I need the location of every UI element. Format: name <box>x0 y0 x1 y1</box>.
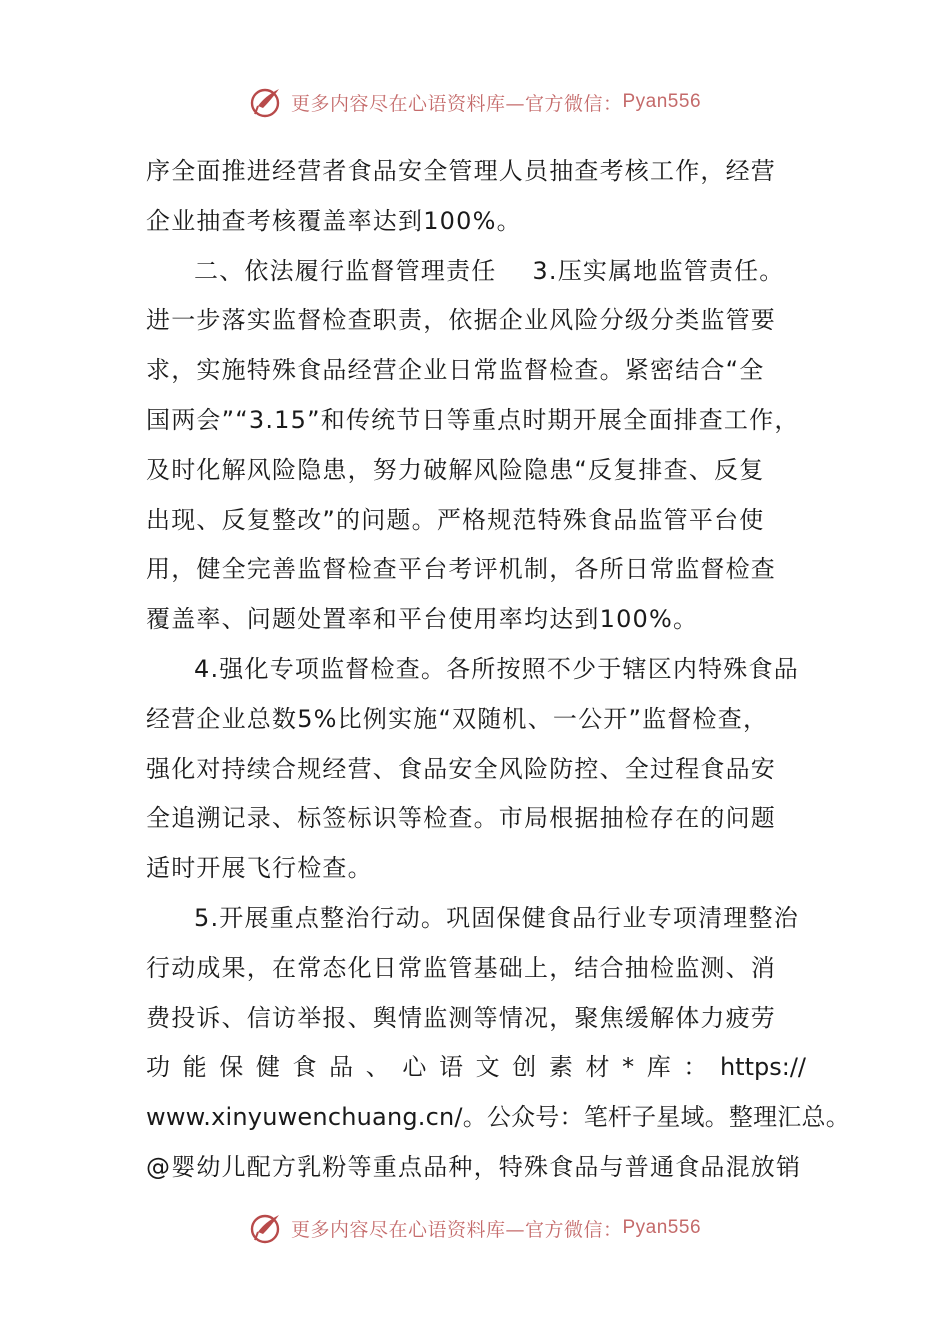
text-line: 出现、反复整改”的问题。严格规范特殊食品监管平台使 <box>146 505 765 534</box>
text-line: 进一步落实监督检查职责，依据企业风险分级分类监管要 <box>146 306 776 335</box>
text-line: 覆盖率、问题处置率和平台使用率均达到100%。 <box>146 605 699 634</box>
quill-logo-icon <box>249 84 285 120</box>
text-line: 企业抽查考核覆盖率达到100%。 <box>146 206 522 235</box>
text-line: 序全面推进经营者食品安全管理人员抽查考核工作，经营 <box>146 157 776 185</box>
banner-text: 更多内容尽在心语资料库—官方微信： <box>290 92 623 115</box>
text-line: 功能保健食品、心语文创素材*库：https:// <box>146 1053 806 1082</box>
text-line: 国两会”“3.15”和传统节日等重点时期开展全面排查工作， <box>146 405 800 434</box>
paragraph-first-line: 5.开展重点整治行动。巩固保健食品行业专项清理整治 <box>194 903 799 932</box>
text-line: 适时开展飞行检查。 <box>146 854 373 883</box>
text-line: 费投诉、信访举报、舆情监测等情况，聚焦缓解体力疲劳 <box>146 1003 776 1032</box>
footer-banner <box>0 1208 950 1248</box>
text-line: 全追溯记录、标签标识等检查。市局根据抽检存在的问题 <box>146 804 776 833</box>
text-line: 行动成果，在常态化日常监管基础上，结合抽检监测、消 <box>146 953 776 982</box>
quill-logo-icon <box>249 1210 285 1246</box>
section-heading: 二、依法履行监督管理责任 <box>194 256 497 285</box>
text-line: 经营企业总数5%比例实施“双随机、一公开”监督检查， <box>146 704 769 733</box>
header-banner <box>0 82 950 122</box>
text-line: 用，健全完善监督检查平台考评机制，各所日常监督检查 <box>146 555 776 584</box>
document-body <box>146 147 850 1193</box>
banner-wechat-id: Pyan556 <box>622 91 702 112</box>
text-line: 强化对持续合规经营、食品安全风险防控、全过程食品安 <box>146 754 776 783</box>
banner-wechat-id: Pyan556 <box>622 1217 702 1238</box>
text-line: @婴幼儿配方乳粉等重点品种，特殊食品与普通食品混放销 <box>146 1152 802 1181</box>
banner-text: 更多内容尽在心语资料库—官方微信： <box>290 1218 623 1241</box>
text-line: 求，实施特殊食品经营企业日常监督检查。紧密结合“全 <box>146 356 765 385</box>
subsection-heading: 3.压实属地监管责任。 <box>532 256 785 285</box>
url-text-line: www.xinyuwenchuang.cn/。公众号：笔杆子星域。整理汇总。 <box>146 1103 850 1132</box>
text-line: 及时化解风险隐患，努力破解风险隐患“反复排查、反复 <box>146 455 765 484</box>
paragraph-first-line: 4.强化专项监督检查。各所按照不少于辖区内特殊食品 <box>194 654 799 683</box>
section-heading-line <box>146 247 806 297</box>
